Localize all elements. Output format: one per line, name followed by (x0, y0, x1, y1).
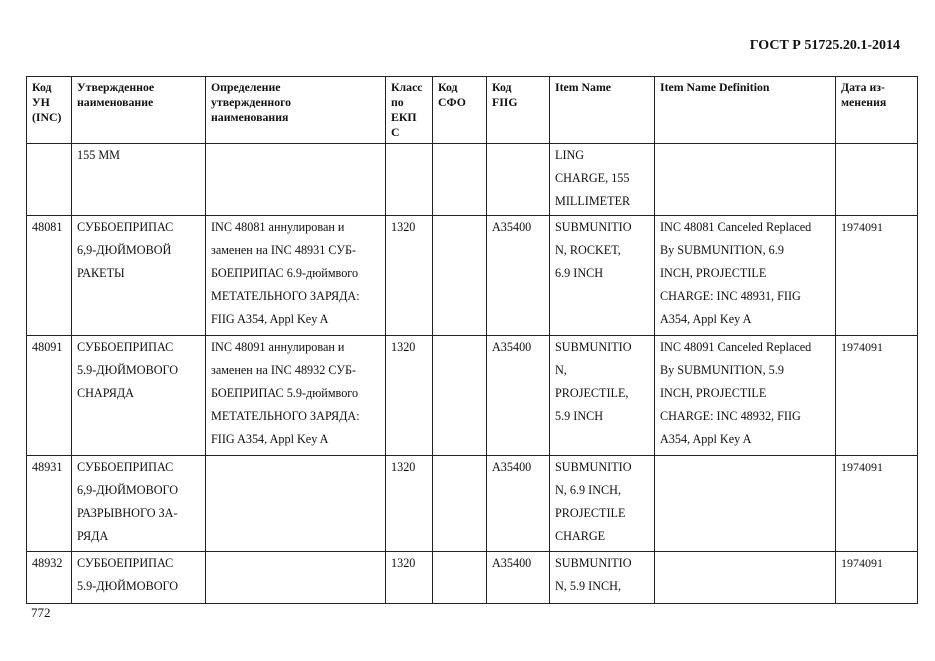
cell-sfo (433, 456, 487, 552)
header-sfo: Код СФО (433, 77, 487, 144)
cell-item-definition (655, 456, 836, 552)
cell-change-date (836, 144, 918, 216)
cell-item-definition (655, 144, 836, 216)
cell-approved-name: СУББОЕПРИПАС 5.9-ДЮЙМОВОГО (72, 552, 206, 604)
cell-approved-name: 155 ММ (72, 144, 206, 216)
page-number: 772 (31, 605, 51, 620)
cell-item-name: SUBMUNITIO N, 5.9 INCH, (550, 552, 655, 604)
header-definition: Определение утвержденного наименования (206, 77, 386, 144)
cell-class: 1320 (386, 336, 433, 456)
cell-change-date: 1974091 (836, 336, 918, 456)
cell-item-definition: INC 48081 Canceled Replaced By SUBMUNITION, 6.9 INCH, PROJECTILE CHARGE: INC 48931, FIIG A354, Appl Key A (655, 216, 836, 336)
header-approved-name: Утвержденное наименование (72, 77, 206, 144)
header-fiig: Код FIIG (487, 77, 550, 144)
cell-definition (206, 552, 386, 604)
cell-item-name: SUBMUNITIO N, 6.9 INCH, PROJECTILE CHARGE (550, 456, 655, 552)
cell-fiig: A35400 (487, 552, 550, 604)
cell-class: 1320 (386, 456, 433, 552)
cell-class: 1320 (386, 552, 433, 604)
cell-change-date: 1974091 (836, 216, 918, 336)
header-change-date: Дата из- менения (836, 77, 918, 144)
cell-sfo (433, 216, 487, 336)
table-row (27, 144, 918, 216)
cell-inc (27, 144, 72, 216)
cell-sfo (433, 144, 487, 216)
table-row (27, 336, 918, 456)
cell-definition: INC 48091 аннулирован и заменен на INC 48932 СУБ- БОЕПРИПАС 5.9-дюймвого МЕТАТЕЛЬНОГО ЗАРЯДА: FIIG A354, Appl Key A (206, 336, 386, 456)
cell-item-definition (655, 552, 836, 604)
cell-inc: 48931 (27, 456, 72, 552)
cell-class (386, 144, 433, 216)
header-class: Класс по ЕКП С (386, 77, 433, 144)
cell-item-name: LING CHARGE, 155 MILLIMETER (550, 144, 655, 216)
table-row (27, 456, 918, 552)
cell-definition (206, 456, 386, 552)
cell-definition: INC 48081 аннулирован и заменен на INC 48931 СУБ- БОЕПРИПАС 6.9-дюймвого МЕТАТЕЛЬНОГО ЗАРЯДА: FIIG A354, Appl Key A (206, 216, 386, 336)
cell-definition (206, 144, 386, 216)
table-row (27, 216, 918, 336)
cell-approved-name: СУББОЕПРИПАС 6,9-ДЮЙМОВОГО РАЗРЫВНОГО ЗА- РЯДА (72, 456, 206, 552)
cell-inc: 48091 (27, 336, 72, 456)
cell-class: 1320 (386, 216, 433, 336)
table-row (27, 552, 918, 604)
header-item-name: Item Name (550, 77, 655, 144)
cell-item-name: SUBMUNITIO N, PROJECTILE, 5.9 INCH (550, 336, 655, 456)
cell-sfo (433, 552, 487, 604)
document-title: ГОСТ Р 51725.20.1-2014 (749, 38, 900, 53)
cell-fiig: A35400 (487, 456, 550, 552)
cell-inc: 48081 (27, 216, 72, 336)
cell-approved-name: СУББОЕПРИПАС 6,9-ДЮЙМОВОЙ РАКЕТЫ (72, 216, 206, 336)
header-item-definition: Item Name Definition (655, 77, 836, 144)
cell-inc: 48932 (27, 552, 72, 604)
cell-item-name: SUBMUNITIO N, ROCKET, 6.9 INCH (550, 216, 655, 336)
cell-approved-name: СУББОЕПРИПАС 5.9-ДЮЙМОВОГО СНАРЯДА (72, 336, 206, 456)
cell-sfo (433, 336, 487, 456)
cell-fiig: A35400 (487, 336, 550, 456)
cell-change-date: 1974091 (836, 552, 918, 604)
header-inc: Код УН (INC) (27, 77, 72, 144)
cell-item-definition: INC 48091 Canceled Replaced By SUBMUNITION, 5.9 INCH, PROJECTILE CHARGE: INC 48932, FIIG A354, Appl Key A (655, 336, 836, 456)
cell-fiig (487, 144, 550, 216)
catalog-table (26, 76, 918, 604)
cell-fiig: A35400 (487, 216, 550, 336)
cell-change-date: 1974091 (836, 456, 918, 552)
table-header-row (27, 77, 918, 144)
